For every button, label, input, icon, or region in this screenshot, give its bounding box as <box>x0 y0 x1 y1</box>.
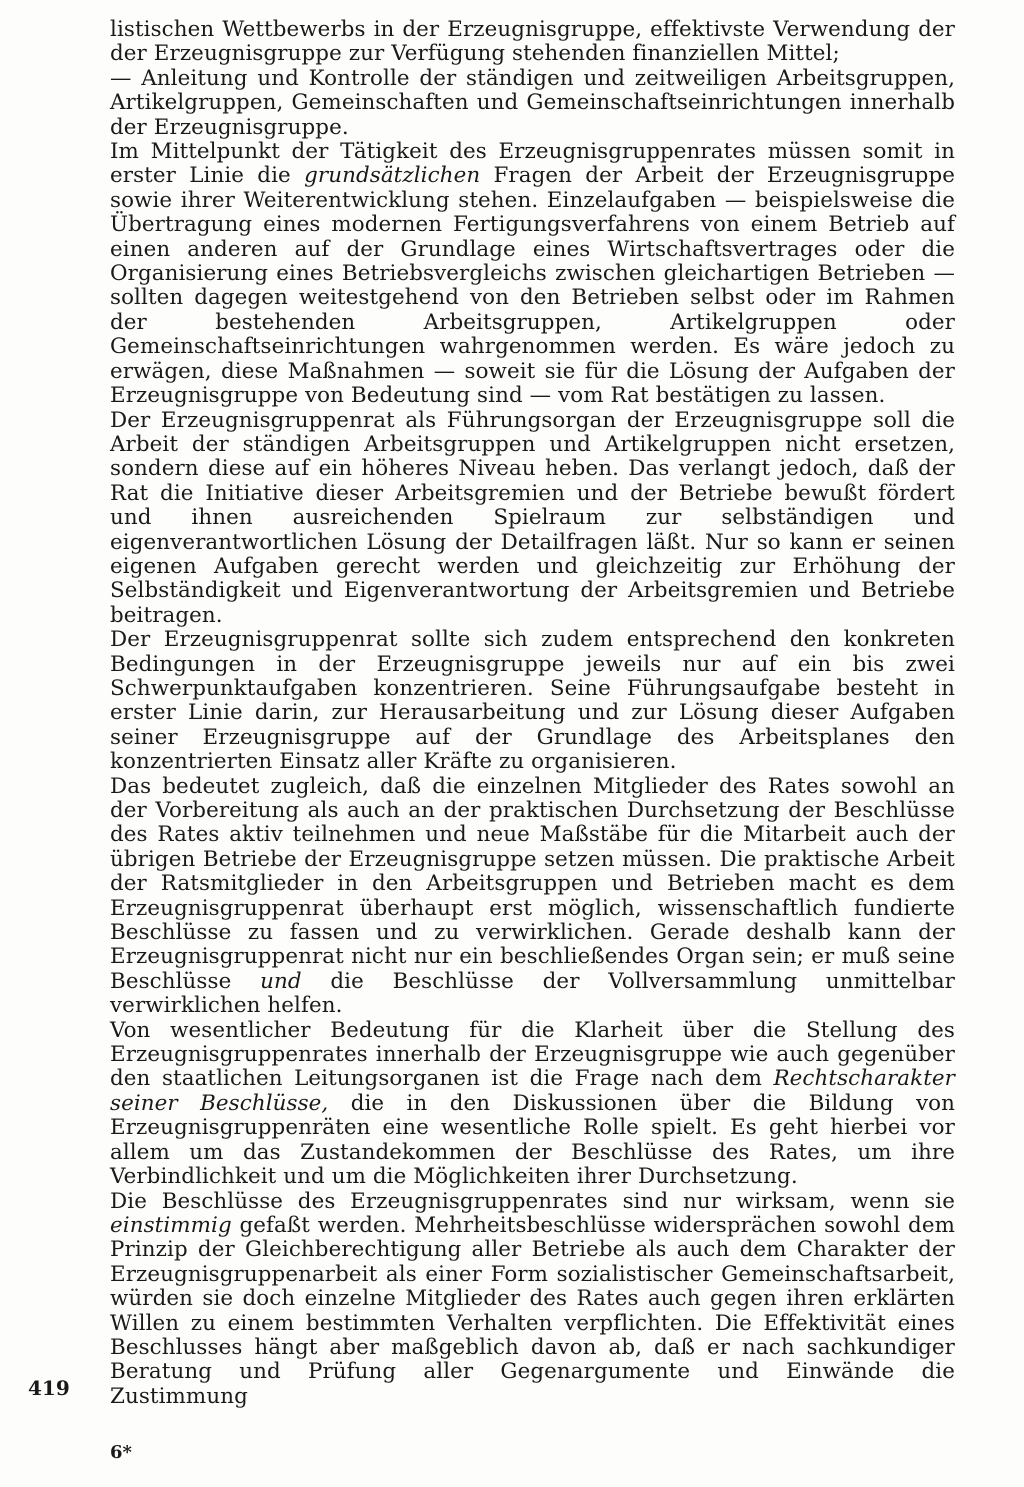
text-segment: Fragen der Arbeit der Erzeugnisgruppe sowie ihrer Weiterentwicklung stehen. Einzelaufgaben — beispielsweise die Übertragung eines modernen Fertigungsverfahrens von einem Betrieb auf einen anderen auf der Grundlage eines Wirtschaftsvertrages oder die Organisierung eines Betriebsvergleichs zwischen gleichartigen Betrieben — sollten dagegen weitestgehend von den Betrieben selbst oder im Rahmen der bestehenden Arbeitsgruppen, Artikelgruppen oder Gemeinschaftseinrichtungen wahrgenommen werden. Es wäre jedoch zu erwägen, diese Maßnahmen — soweit sie für die Lösung der Aufgaben der Erzeugnisgruppe von Bedeutung sind — vom Rat bestätigen zu lassen. <box>110 163 955 409</box>
paragraph-6 <box>110 775 955 1019</box>
paragraph-7 <box>110 1019 955 1190</box>
page-number: 419 <box>28 1376 70 1400</box>
text-segment: Von wesentlicher Bedeutung für die Klarheit über die Stellung des Erzeugnisgruppenrates innerhalb der Erzeugnisgruppe wie auch gegenüber den staatlichen Leitungsorganen ist die Frage nach dem <box>110 1017 955 1092</box>
paragraph-8 <box>110 1190 955 1410</box>
text-segment: die Beschlüsse der Vollversammlung unmittelbar verwirklichen helfen. <box>110 968 956 1019</box>
paragraph-1 <box>110 18 955 67</box>
emphasis-text: Rechtscharakter seiner Beschlüsse, <box>110 1066 955 1116</box>
text-segment: Der Erzeugnisgruppenrat als Führungsorgan der Erzeugnisgruppe soll die Arbeit der ständigen Arbeitsgruppen und Artikelgruppen nicht ersetzen, sondern diese auf ein höheres Niveau heben. Das verlangt jedoch, daß der Rat die Initiative dieser Arbeitsgremien und der Betriebe bewußt fördert und ihnen ausreichenden Spielraum zur selbständigen und eigenverantwortlichen Lösung der Detailfragen läßt. Nur so kann er seinen eigenen Aufgaben gerecht werden und gleichzeitig zur Erhöhung der Selbständigkeit und Eigenverantwortung der Arbeitsgremien und Betriebe beitragen. <box>110 407 955 628</box>
emphasis-text: und <box>260 968 302 994</box>
emphasis-text: einstimmig <box>110 1212 232 1238</box>
paragraph-4 <box>110 409 955 629</box>
body-text <box>110 18 955 1409</box>
signature-mark: 6* <box>110 1442 132 1463</box>
paragraph-5 <box>110 628 955 774</box>
text-segment: gefaßt werden. Mehrheitsbeschlüsse widersprächen sowohl dem Prinzip der Gleichberechtigung aller Betriebe als auch dem Charakter der Erzeugnisgruppenarbeit als einer Form sozialistischer Gemeinschaftsarbeit, würden sie doch einzelne Mitglieder des Rates auch gegen ihren erklärten Willen zu einem bestimmten Verhalten verpflichten. Die Effektivität eines Beschlusses hängt aber maßgeblich davon ab, daß er nach sachkundiger Beratung und Prüfung aller Gegenargumente und Einwände die Zustimmung <box>110 1212 955 1409</box>
paragraph-2 <box>110 67 955 140</box>
text-segment: Der Erzeugnisgruppenrat sollte sich zudem entsprechend den konkreten Bedingungen in der Erzeugnisgruppe jeweils nur auf ein bis zwei Schwerpunktaufgaben konzentrieren. Seine Führungsaufgabe besteht in erster Linie darin, zur Herausarbeitung und zur Lösung dieser Aufgaben seiner Erzeugnisgruppe auf der Grundlage des Arbeitsplanes den konzentrierten Einsatz aller Kräfte zu organisieren. <box>110 627 955 775</box>
text-segment: listischen Wettbewerbs in der Erzeugnisgruppe, effektivste Verwendung der der Erzeugnisgruppe zur Verfügung stehenden finanziellen Mittel; <box>110 17 955 67</box>
paragraph-3 <box>110 140 955 408</box>
text-segment: Im Mittelpunkt der Tätigkeit des Erzeugnisgruppenrates müssen somit in erster Linie die <box>110 139 955 189</box>
text-segment: — Anleitung und Kontrolle der ständigen und zeitweiligen Arbeitsgruppen, Artikelgruppen, Gemeinschaften und Gemeinschaftseinrichtungen innerhalb der Erzeugnisgruppe. <box>110 65 955 140</box>
text-segment: Das bedeutet zugleich, daß die einzelnen Mitglieder des Rates sowohl an der Vorbereitung als auch an der praktischen Durchsetzung der Beschlüsse des Rates aktiv teilnehmen und neue Maßstäbe für die Mitarbeit auch der übrigen Betriebe der Erzeugnisgruppe setzen müssen. Die praktische Arbeit der Ratsmitglieder in den Arbeitsgruppen und Betrieben macht es dem Erzeugnisgruppenrat überhaupt erst möglich, wissenschaftlich fundierte Beschlüsse zu fassen und zu verwirklichen. Gerade deshalb kann der Erzeugnisgruppenrat nicht nur ein beschließendes Organ sein; er muß seine Beschlüsse <box>110 773 955 994</box>
text-segment: Die Beschlüsse des Erzeugnisgruppenrates sind nur wirksam, wenn sie <box>110 1188 955 1214</box>
emphasis-text: grundsätzlichen <box>304 163 481 189</box>
text-segment: die in den Diskussionen über die Bildung von Erzeugnisgruppenräten eine wesentliche Rolle spielt. Es geht hierbei vor allem um das Zustandekommen der Beschlüsse des Rates, um ihre Verbindlichkeit und um die Möglichkeiten ihrer Durchsetzung. <box>110 1090 955 1190</box>
